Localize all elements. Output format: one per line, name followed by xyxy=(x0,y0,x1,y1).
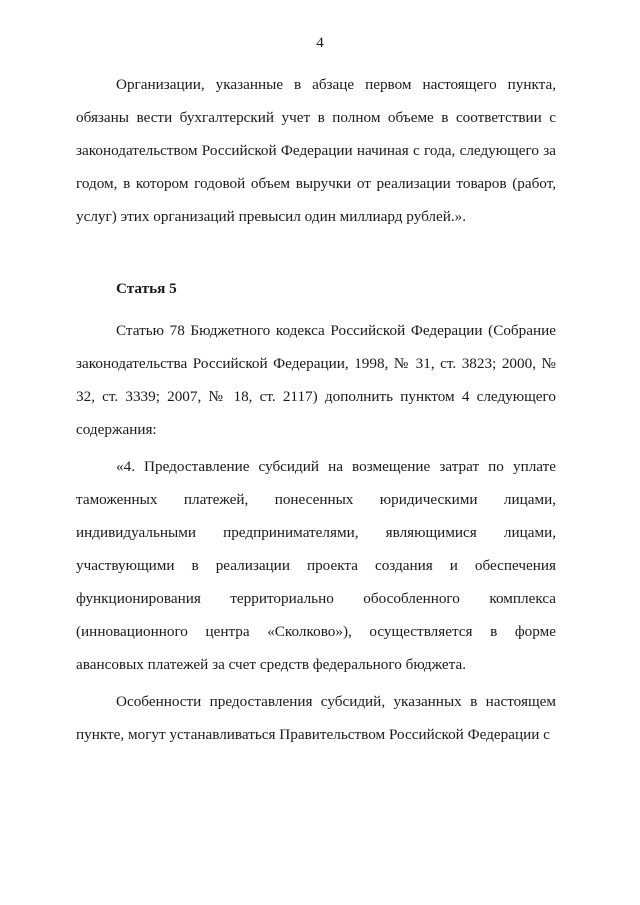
paragraph-organizations: Организации, указанные в абзаце первом настоящего пункта, обязаны вести бухгалтерский учет в полном объеме в соответствии с законодательством Российской Федерации начиная с года, следующего за годом, в котором годовой объем выручки от реализации товаров (работ, услуг) этих организаций превысил один миллиард рублей.». xyxy=(76,76,556,225)
article-heading: Статья 5 xyxy=(116,280,177,297)
paragraph-features: Особенности предоставления субсидий, указанных в настоящем пункте, могут устанавливаться Правительством Российской Федерации с xyxy=(76,693,556,743)
paragraph-article-intro: Статью 78 Бюджетного кодекса Российской Федерации (Собрание законодательства Российской Федерации, 1998, № 31, ст. 3823; 2000, № 32, ст. 3339; 2007, № 18, ст. 2117) дополнить пунктом 4 следующего содержания: xyxy=(76,322,556,438)
section-spacer xyxy=(76,258,556,272)
heading-spacer xyxy=(76,305,556,314)
document-body xyxy=(76,68,556,751)
paragraph-point-4: «4. Предоставление субсидий на возмещение затрат по уплате таможенных платежей, понесенных юридическими лицами, индивидуальными предпринимателями, являющимися лицами, участвующими в реализации проекта создания и обеспечения функционирования территориально обособленного комплекса (инновационного центра «Сколково»), осуществляется в форме авансовых платежей за счет средств федерального бюджета. xyxy=(76,458,556,673)
page-number: 4 xyxy=(316,35,324,51)
